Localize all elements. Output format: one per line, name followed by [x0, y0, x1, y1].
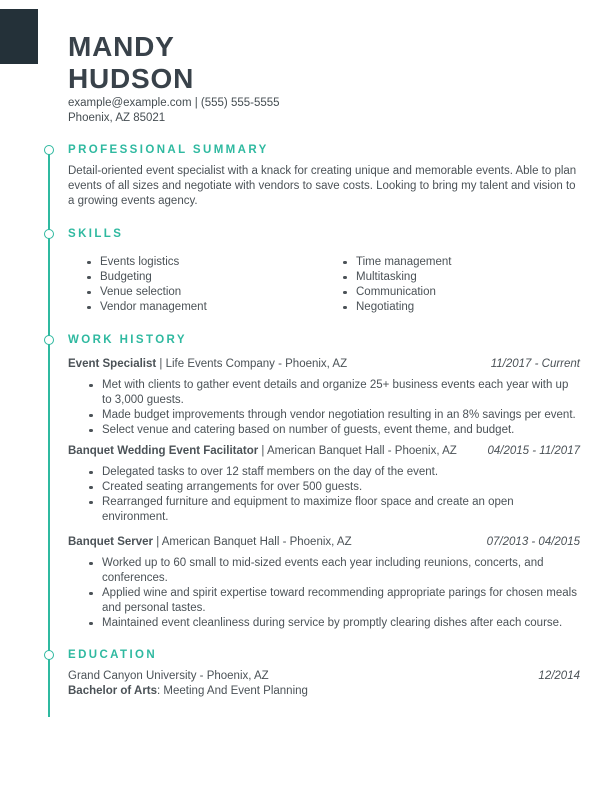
job-entry [68, 444, 580, 525]
skill-item: Venue selection [100, 285, 324, 300]
section-title: PROFESSIONAL SUMMARY [68, 144, 269, 156]
resume-content [68, 0, 580, 699]
skill-item: Time management [356, 256, 452, 268]
section-header [68, 227, 580, 242]
section-title: WORK HISTORY [68, 334, 187, 346]
job-company: | Life Events Company - Phoenix, AZ [156, 358, 348, 370]
job-title-line [68, 444, 457, 459]
job-dates: 07/2013 - 04/2015 [486, 536, 580, 548]
skill-item: Negotiating [356, 300, 451, 315]
skills-columns [68, 255, 580, 315]
job-company: | American Banquet Hall - Phoenix, AZ [258, 445, 457, 457]
education-degree: Bachelor of Arts [68, 685, 158, 697]
job-bullet: Select venue and catering based on number of guests, event theme, and budget. [102, 423, 580, 438]
section-education [68, 648, 580, 699]
skills-column-1 [68, 255, 324, 315]
skill-item: Multitasking [356, 270, 451, 285]
timeline-dot-icon [44, 145, 54, 155]
job-bullet: Maintained event cleanliness during service by promptly clearing dishes after each course. [102, 616, 580, 631]
corner-accent-block [0, 9, 38, 64]
job-bullet-list [68, 378, 580, 438]
section-title: SKILLS [68, 228, 124, 240]
skill-item: Events logistics [100, 255, 324, 270]
name-line-1: MANDY [68, 31, 175, 62]
section-title: EDUCATION [68, 649, 158, 661]
skill-item: Budgeting [100, 270, 324, 285]
job-bullet: Met with clients to gather event details and organize 25+ business events each year with up to 3,000 guests. [102, 378, 580, 408]
timeline-dot-icon [44, 650, 54, 660]
skill-item: Vendor management [100, 300, 324, 315]
job-company: | American Banquet Hall - Phoenix, AZ [153, 536, 352, 548]
job-title: Banquet Server [68, 536, 154, 548]
job-dates: 11/2017 - Current [490, 358, 580, 370]
job-bullet-list [68, 465, 580, 525]
section-header [68, 143, 580, 158]
job-bullet: Made budget improvements through vendor negotiation resulting in an 8% savings per event. [102, 408, 580, 423]
job-bullet: Worked up to 60 small to mid-sized events each year including reunions, concerts, and conferences. [102, 556, 580, 586]
job-title-line [68, 535, 352, 550]
job-title: Event Specialist [68, 358, 157, 370]
job-entry [68, 357, 580, 438]
education-entry [68, 669, 580, 699]
education-school-row [68, 669, 580, 684]
job-header [68, 535, 580, 550]
job-header [68, 357, 580, 372]
contact-block [68, 96, 580, 126]
section-professional-summary [68, 143, 580, 209]
section-header [68, 333, 580, 348]
candidate-name [68, 31, 580, 95]
job-bullet: Delegated tasks to over 12 staff members on the day of the event. [102, 465, 580, 480]
contact-line: example@example.com | (555) 555-5555 [68, 97, 280, 109]
education-degree-row [68, 684, 580, 699]
section-work-history [68, 333, 580, 631]
skill-item: Communication [356, 285, 451, 300]
education-date: 12/2014 [538, 670, 580, 682]
timeline-dot-icon [44, 335, 54, 345]
job-header [68, 444, 580, 459]
job-bullet: Rearranged furniture and equipment to maximize floor space and create an open environment. [102, 495, 580, 525]
timeline-dot-icon [44, 229, 54, 239]
job-title-line [68, 357, 347, 372]
job-bullet-list [68, 556, 580, 631]
name-line-2: HUDSON [68, 63, 195, 94]
summary-text: Detail-oriented event specialist with a knack for creating unique and memorable events. Able to plan events of all sizes and negotiate with vendors to save costs. Looking to bring my talent and vision to a growing events agency. [68, 165, 577, 207]
section-skills [68, 227, 580, 315]
job-bullet: Created seating arrangements for over 500 guests. [102, 480, 580, 495]
job-bullet: Applied wine and spirit expertise toward recommending appropriate parings for chosen meals and personal tastes. [102, 586, 580, 616]
job-title: Banquet Wedding Event Facilitator [68, 445, 259, 457]
address-line: Phoenix, AZ 85021 [68, 112, 166, 124]
education-school: Grand Canyon University - Phoenix, AZ [68, 670, 269, 682]
job-entry [68, 535, 580, 631]
skills-column-2 [324, 255, 451, 315]
section-header [68, 648, 580, 663]
job-dates: 04/2015 - 11/2017 [487, 445, 580, 457]
education-degree-detail: : Meeting And Event Planning [157, 685, 308, 697]
